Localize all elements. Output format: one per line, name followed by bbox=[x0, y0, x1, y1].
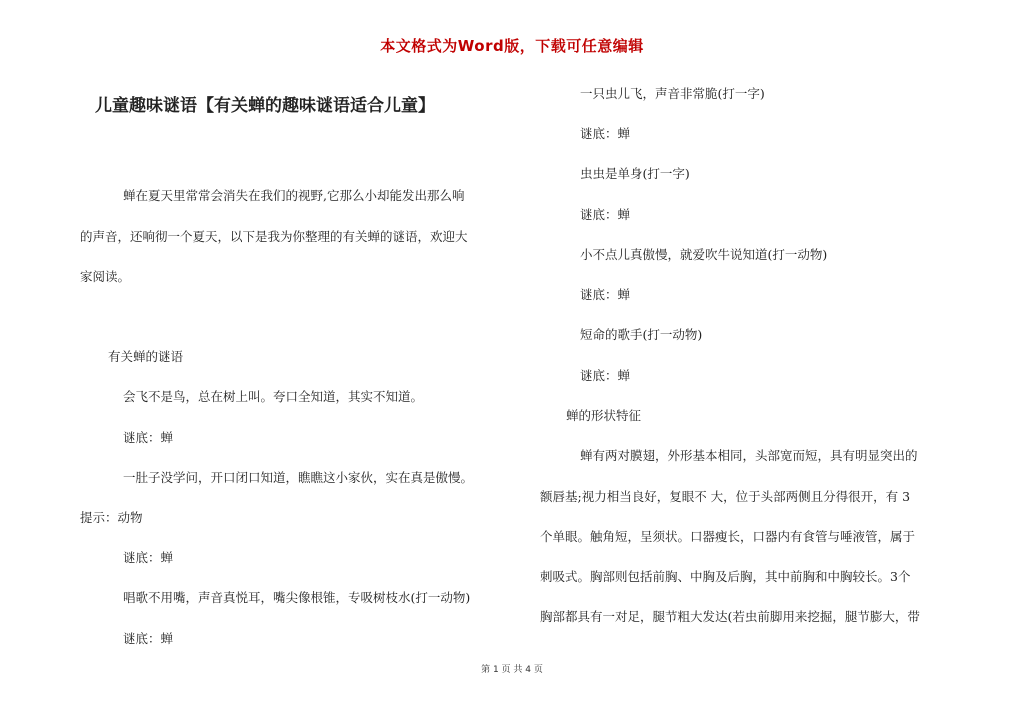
riddle-5: 虫虫是单身(打一字) bbox=[580, 166, 690, 181]
intro-line-3: 家阅读。 bbox=[80, 269, 131, 284]
riddle-3: 唱歌不用嘴，声音真悦耳，嘴尖像根锥，专吸树枝水(打一动物) bbox=[123, 590, 471, 605]
answer-6: 谜底：蝉 bbox=[580, 287, 631, 302]
answer-7: 谜底：蝉 bbox=[580, 368, 631, 383]
section-heading-features: 蝉的形状特征 bbox=[566, 408, 642, 423]
riddle-2: 一肚子没学问，开口闭口知道，瞧瞧这小家伙，实在真是傲慢。 bbox=[123, 470, 474, 485]
intro-line-2: 的声音，还响彻一个夏天，以下是我为你整理的有关蝉的谜语，欢迎大 bbox=[80, 229, 468, 244]
answer-4: 谜底：蝉 bbox=[580, 126, 631, 141]
document-title: 儿童趣味谜语【有关蝉的趣味谜语适合儿童】 bbox=[95, 96, 435, 116]
description-line-2: 额唇基;视力相当良好，复眼不 大，位于头部两侧且分得很开，有 3 bbox=[540, 489, 911, 504]
riddle-4: 一只虫儿飞，声音非常脆(打一字) bbox=[580, 86, 765, 101]
answer-2: 谜底：蝉 bbox=[123, 550, 174, 565]
description-line-4: 刺吸式。胸部则包括前胸、中胸及后胸，其中前胸和中胸较长。3个 bbox=[540, 569, 911, 584]
description-line-1: 蝉有两对膜翅，外形基本相同，头部宽而短，具有明显突出的 bbox=[580, 448, 918, 463]
answer-3: 谜底：蝉 bbox=[123, 631, 174, 646]
answer-1: 谜底：蝉 bbox=[123, 430, 174, 445]
riddle-1: 会飞不是鸟，总在树上叫。夸口全知道，其实不知道。 bbox=[123, 389, 424, 404]
riddle-6: 小不点儿真傲慢，就爱吹牛说知道(打一动物) bbox=[580, 247, 828, 262]
hint-2: 提示：动物 bbox=[80, 510, 143, 525]
answer-5: 谜底：蝉 bbox=[580, 207, 631, 222]
description-line-5: 胸部都具有一对足，腿节粗大发达(若虫前脚用来挖掘，腿节膨大，带 bbox=[540, 609, 920, 624]
document-banner: 本文格式为Word版，下载可任意编辑 bbox=[380, 37, 644, 55]
intro-line-1: 蝉在夏天里常常会消失在我们的视野,它那么小却能发出那么响 bbox=[123, 188, 465, 203]
description-line-3: 个单眼。触角短，呈须状。口器瘦长，口器内有食管与唾液管，属于 bbox=[540, 529, 916, 544]
page-footer: 第 1 页 共 4 页 bbox=[481, 665, 543, 675]
section-heading-riddles: 有关蝉的谜语 bbox=[108, 349, 184, 364]
riddle-7: 短命的歌手(打一动物) bbox=[580, 327, 703, 342]
